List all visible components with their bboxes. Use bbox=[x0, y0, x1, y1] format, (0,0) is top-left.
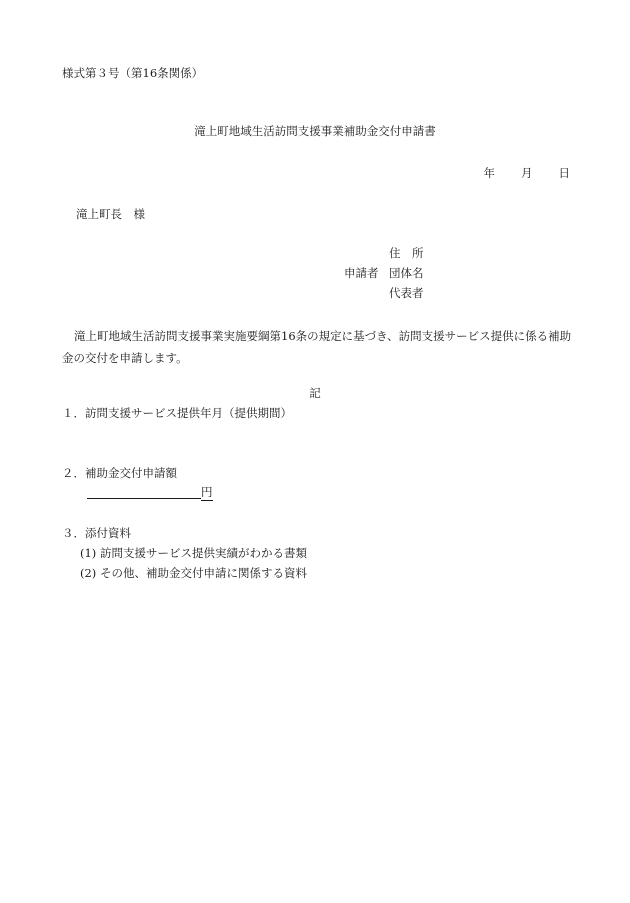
ki-heading: 記 bbox=[309, 386, 321, 400]
date-line bbox=[484, 168, 571, 180]
item-subsidy-amount: ２．補助金交付申請額 bbox=[62, 466, 177, 480]
amount-line bbox=[87, 487, 213, 499]
day-label: 日 bbox=[558, 166, 570, 180]
amount-blank bbox=[87, 488, 201, 499]
item-attachments: ３．添付資料 bbox=[62, 526, 131, 540]
yen-unit: 円 bbox=[201, 485, 213, 499]
year-label: 年 bbox=[483, 166, 495, 180]
month-label: 月 bbox=[521, 166, 533, 180]
addressee: 滝上町長 様 bbox=[76, 207, 145, 221]
attachment-item: (2) その他、補助金交付申請に関係する資料 bbox=[80, 566, 307, 580]
item-service-period: １．訪問支援サービス提供年月（提供期間） bbox=[62, 406, 292, 420]
form-number: 様式第３号（第16条関係） bbox=[62, 66, 204, 80]
applicant-address-label: 住 所 bbox=[389, 246, 424, 260]
applicant-label: 申請者 bbox=[344, 266, 379, 280]
applicant-organization-label: 団体名 bbox=[389, 266, 424, 280]
body-paragraph: 滝上町地域生活訪問支援事業実施要綱第16条の規定に基づき、訪問支援サービス提供に係る補助金の交付を申請します。 bbox=[62, 329, 572, 365]
applicant-representative-label: 代表者 bbox=[389, 286, 424, 300]
attachment-item: (1) 訪問支援サービス提供実績がわかる書類 bbox=[80, 546, 307, 560]
document-title: 滝上町地域生活訪問支援事業補助金交付申請書 bbox=[194, 124, 436, 138]
